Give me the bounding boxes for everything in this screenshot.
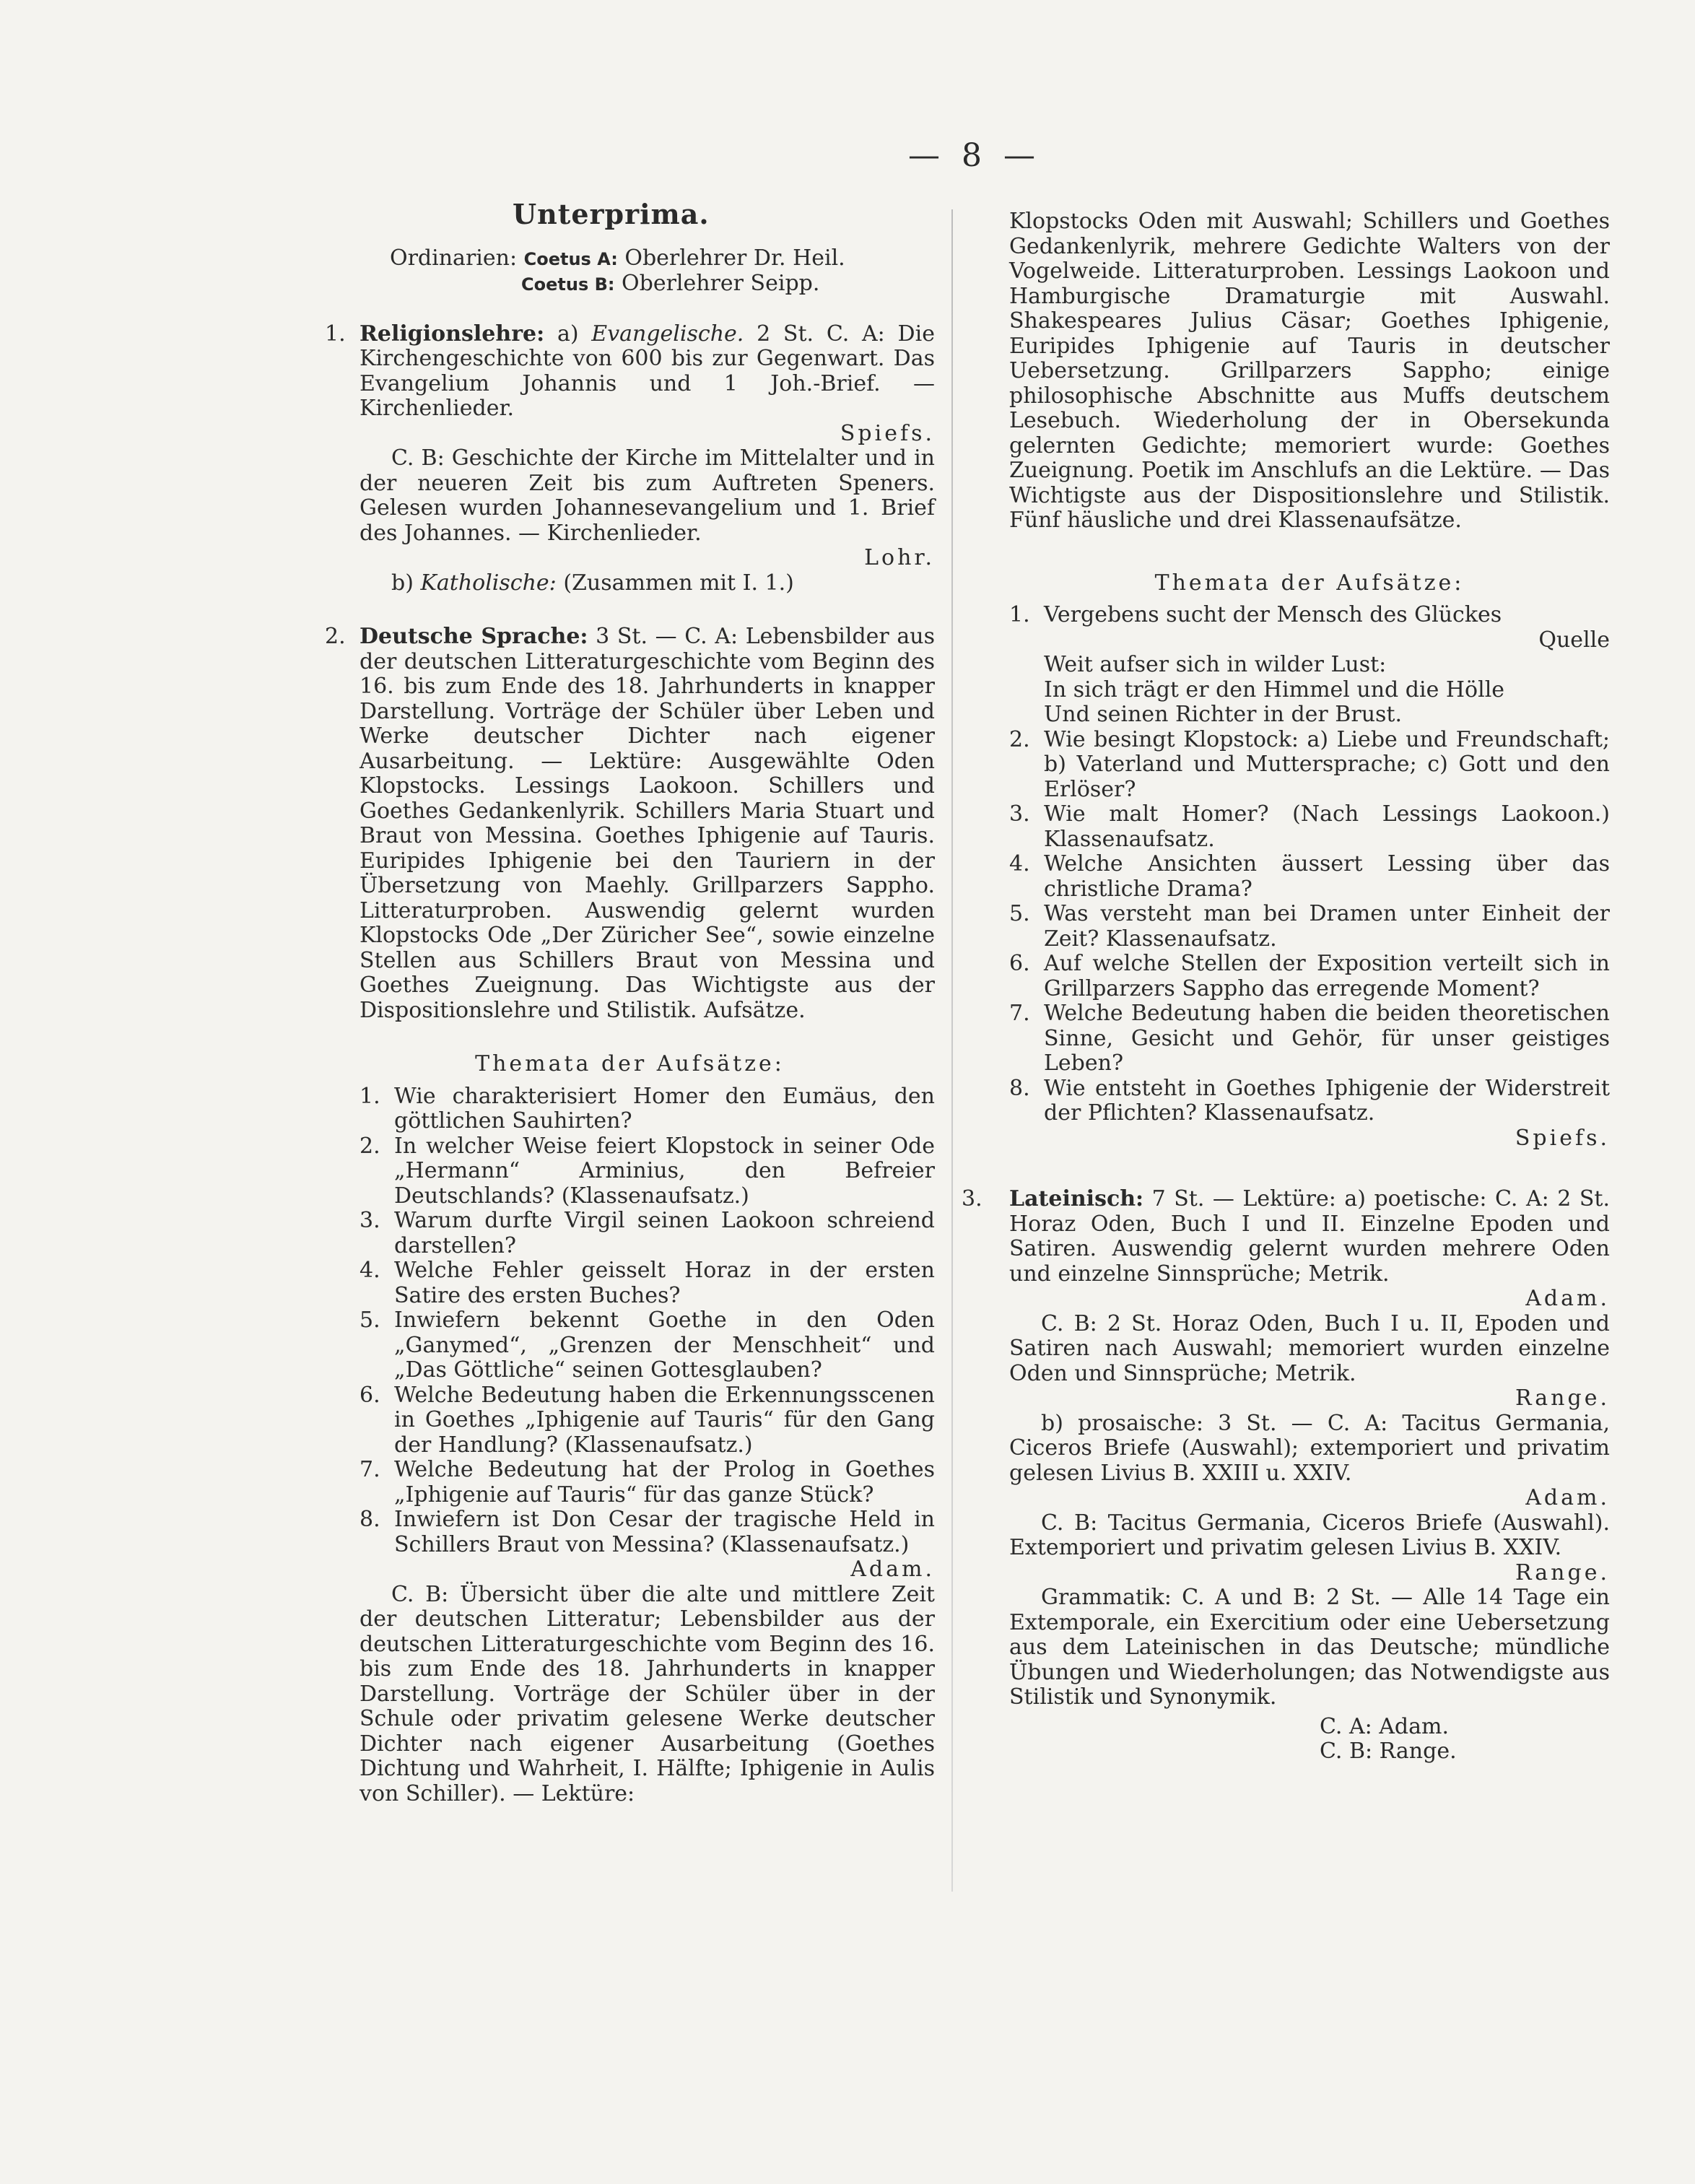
paragraph-text: 7 St. — Lektüre: a) poetische: C. A: 2 St. Horaz Oden, Buch I und II. Einzelne Epoden und Satiren. Auswendig gelernt wurden mehrere Oden und einzelne Sinnsprüche; Metrik.	[1009, 1186, 1610, 1287]
item-text: Welche Fehler geisselt Horaz in der ersten Satire des ersten Buches?	[394, 1258, 935, 1308]
item-text: Inwiefern bekennt Goethe in den Oden „Ganymed“, „Grenzen der Menschheit“ und „Das Göttliche“ seinen Gottesglauben?	[394, 1308, 935, 1383]
section-number: 1.	[325, 321, 346, 347]
item-number: 5.	[360, 1308, 380, 1333]
part-title: Evangelische.	[591, 321, 744, 347]
item-text: Welche Bedeutung hat der Prolog in Goethes „Iphigenie auf Tauris“ für das ganze Stück?	[394, 1457, 935, 1508]
teacher-name: Adam.	[1525, 1485, 1610, 1510]
right-column	[962, 209, 1610, 1765]
paragraph-text: Grammatik: C. A und B: 2 St. — Alle 14 Tage ein Extemporale, ein Exercitium oder eine Uebersetzung aus dem Lateinischen in das Deutsche; mündliche Übungen und Wiederholungen; das Notwendigste aus Stilistik und Synonymik.	[1009, 1585, 1610, 1710]
section-number: 2.	[325, 624, 346, 649]
page-number: — 8 —	[908, 137, 1041, 174]
coetus-b-label: Coetus B:	[521, 274, 615, 295]
list-item	[1009, 902, 1610, 952]
paragraph-text: (Zusammen mit I. 1.)	[563, 570, 794, 596]
item-number: 6.	[360, 1382, 380, 1408]
paragraph-text: C. B: 2 St. Horaz Oden, Buch I u. II, Epoden und Satiren nach Auswahl; memoriert wurden einzelne Oden und Sinnsprüche; Metrik.	[1009, 1310, 1610, 1386]
item-text: Welche Bedeutung haben die Erkennungsscenen in Goethes „Iphigenie auf Tauris“ für den Gang der Handlung? (Klassenaufsatz.)	[394, 1382, 935, 1458]
item-text: Wie malt Homer? (Nach Lessings Laokoon.) Klassenaufsatz.	[1044, 801, 1610, 852]
poem-line: Quelle	[1538, 627, 1610, 653]
item-number: 1.	[1009, 602, 1030, 627]
section-religion	[325, 322, 935, 596]
paragraph-text: b) prosaische: 3 St. — C. A: Tacitus Germania, Ciceros Briefe (Auswahl); extemporiert und privatim gelesen Livius B. XXIII u. XXIV.	[1009, 1410, 1610, 1486]
item-text: Warum durfte Virgil seinen Laokoon schreiend darstellen?	[394, 1208, 935, 1258]
item-number: 3.	[360, 1208, 380, 1233]
item-number: 7.	[1009, 1001, 1030, 1026]
list-item	[360, 1084, 935, 1134]
item-text: Welche Ansichten äussert Lessing über das christliche Drama?	[1044, 851, 1610, 902]
list-item	[360, 1134, 935, 1209]
poem-line: Und seinen Richter in der Brust.	[1044, 702, 1402, 727]
section-latein	[962, 1187, 1610, 1765]
item-text: In welcher Weise feiert Klopstock in seiner Ode „Hermann“ Arminius, den Befreier Deutschlands? (Klassenaufsatz.)	[394, 1133, 935, 1209]
list-item	[1009, 1001, 1610, 1076]
list-item	[1009, 728, 1610, 803]
paragraph-text: 3 St. — C. A: Lebensbilder aus der deutschen Litteraturgeschichte vom Beginn des 16. bis zum Ende des 18. Jahrhunderts in knapper Darstellung. Vorträge der Schüler über Leben und Werke deutscher Dichter nach eigener Ausarbeitung. — Lektüre: Ausgewählte Oden Klopstocks. Lessings Laokoon. Schillers und Goethes Gedankenlyrik. Schillers Maria Stuart und Braut von Messina. Goethes Iphigenie auf Tauris. Euripides Iphigenie bei den Tauriern in der Übersetzung von Maehly. Grillparzers Sappho. Litteraturproben. Auswendig gelernt wurden Klopstocks Ode „Der Züricher See“, sowie einzelne Stellen aus Schillers Braut von Messina und Goethes Zueignung. Das Wichtigste aus der Dispositionslehre und Stilistik. Aufsätze.	[360, 624, 935, 1023]
item-number: 5.	[1009, 901, 1030, 926]
section-title: Unterprima.	[513, 198, 710, 230]
item-number: 4.	[360, 1258, 380, 1283]
paragraph-text: Klopstocks Oden mit Auswahl; Schillers und Goethes Gedankenlyrik, mehrere Gedichte Walters von der Vogelweide. Litteraturproben. Lessings Laokoon und Hamburgische Dramaturgie mit Auswahl. Shakespeares Julius Cäsar; Goethes Iphigenie, Euripides Iphigenie auf Tauris in deutscher Uebersetzung. Grillparzers Sappho; einige philosophische Abschnitte aus Muffs deutschem Lesebuch. Wiederholung der in Obersekunda gelernten Gedichte; memoriert wurde: Goethes Zueignung. Poetik im Anschlufs an die Lektüre. — Das Wichtigste aus der Dispositionslehre und Stilistik. Fünf häusliche und drei Klassenaufsätze.	[1009, 209, 1610, 533]
list-item	[360, 1258, 935, 1308]
list-item	[360, 1209, 935, 1258]
item-number: 2.	[360, 1133, 380, 1159]
poem-line: Vergebens sucht der Mensch des Glückes	[1044, 602, 1502, 627]
list-item	[1009, 802, 1610, 852]
paragraph-text: 2 St. C. A: Die Kirchengeschichte von 600 bis zur Gegenwart. Das Evangelium Johannis und 1 Joh.-Brief. — Kirchenlieder.	[360, 321, 935, 421]
poem-line: In sich trägt er den Himmel und die Hölle	[1044, 676, 1505, 702]
part-label: b)	[391, 570, 414, 596]
item-text: Wie besingt Klopstock: a) Liebe und Freundschaft; b) Vaterland und Muttersprache; c) Gott und den Erlöser?	[1044, 726, 1610, 802]
paragraph-text: C. B: Geschichte der Kirche im Mittelalter und in der neueren Zeit bis zum Auftreten Speners. Gelesen wurden Johannesevangelium und 1. Brief des Johannes. — Kirchenlieder.	[360, 445, 935, 546]
poem-line: Weit aufser sich in wilder Lust:	[1044, 652, 1387, 677]
teacher-name: Spiefs.	[1515, 1125, 1610, 1151]
themata-list	[1009, 728, 1610, 1126]
ordinarien-row-a	[390, 246, 935, 272]
themata-list	[1009, 603, 1610, 728]
ordinarien-label: Ordinarien:	[390, 245, 518, 271]
paragraph-text: C. B: Übersicht über die alte und mittlere Zeit der deutschen Litteratur; Lebensbilder aus der deutschen Litteraturgeschichte vom Beginn des 16. bis zum Ende des 18. Jahrhunderts in knapper Darstellung. Vorträge der Schüler über in der Schule oder privatim gelesene Werke deutscher Dichter nach eigener Ausarbeitung (Goethes Dichtung und Wahrheit, I. Hälfte; Iphigenie in Aulis von Schiller). — Lektüre:	[360, 1581, 935, 1806]
item-text: Wie entsteht in Goethes Iphigenie der Widerstreit der Pflichten? Klassenaufsatz.	[1044, 1075, 1610, 1126]
section-heading: Lateinisch:	[1009, 1186, 1144, 1211]
teacher-name: Adam.	[850, 1557, 935, 1582]
coetus-a-teacher: Oberlehrer Dr. Heil.	[624, 245, 845, 271]
item-number: 4.	[1009, 851, 1030, 876]
item-number: 3.	[1009, 801, 1030, 827]
item-text: Wie charakterisiert Homer den Eumäus, den göttlichen Sauhirten?	[394, 1083, 935, 1134]
teacher-name: Lohr.	[864, 545, 935, 570]
column-divider	[951, 209, 953, 1892]
section-heading: Deutsche Sprache:	[360, 624, 588, 649]
part-label: a)	[557, 321, 579, 347]
list-item	[360, 1508, 935, 1557]
item-text: Auf welche Stellen der Exposition verteilt sich in Grillparzers Sappho das erregende Moment?	[1044, 951, 1610, 1001]
item-number: 6.	[1009, 951, 1030, 976]
item-number: 2.	[1009, 726, 1030, 752]
item-number: 8.	[1009, 1075, 1030, 1101]
paragraph-text: C. B: Tacitus Germania, Ciceros Briefe (Auswahl). Extemporiert und privatim gelesen Livius B. XXIV.	[1009, 1510, 1610, 1560]
ordinarien-row-b	[390, 271, 935, 297]
item-text: Was versteht man bei Dramen unter Einheit der Zeit? Klassenaufsatz.	[1044, 901, 1610, 952]
item-text: Welche Bedeutung haben die beiden theoretischen Sinne, Gesicht und Gehör, für unser geistiges Leben?	[1044, 1001, 1610, 1076]
list-item	[360, 1383, 935, 1458]
item-text: Inwiefern ist Don Cesar der tragische Held in Schillers Braut von Messina? (Klassenaufsatz.)	[394, 1507, 935, 1557]
themata-heading: Themata der Aufsätze:	[475, 1051, 785, 1076]
list-item	[360, 1458, 935, 1508]
themata-list	[360, 1084, 935, 1558]
coetus-a-label: Coetus A:	[523, 248, 618, 269]
coetus-b-teacher: Oberlehrer Seipp.	[622, 271, 820, 296]
section-number: 3.	[962, 1186, 982, 1211]
item-number: 1.	[360, 1083, 380, 1109]
themata-heading: Themata der Aufsätze:	[1154, 570, 1465, 596]
list-item	[1009, 1076, 1610, 1126]
teacher-name: Adam.	[1525, 1286, 1610, 1311]
section-deutsch	[325, 625, 935, 1023]
list-item	[1009, 852, 1610, 902]
ordinarien	[390, 246, 935, 297]
item-number: 7.	[360, 1457, 380, 1482]
left-column	[325, 198, 935, 1806]
part-title: Katholische:	[420, 570, 557, 596]
cb-teacher-line: C. B: Range.	[1320, 1739, 1457, 1764]
teacher-name: Range.	[1515, 1385, 1610, 1411]
list-item	[1009, 952, 1610, 1001]
teacher-name: Spiefs.	[840, 420, 935, 446]
ca-teacher-line: C. A: Adam.	[1320, 1713, 1450, 1739]
list-item	[1009, 603, 1610, 728]
list-item	[360, 1308, 935, 1383]
section-heading: Religionslehre:	[360, 321, 545, 347]
teacher-name: Range.	[1515, 1559, 1610, 1585]
item-number: 8.	[360, 1507, 380, 1532]
